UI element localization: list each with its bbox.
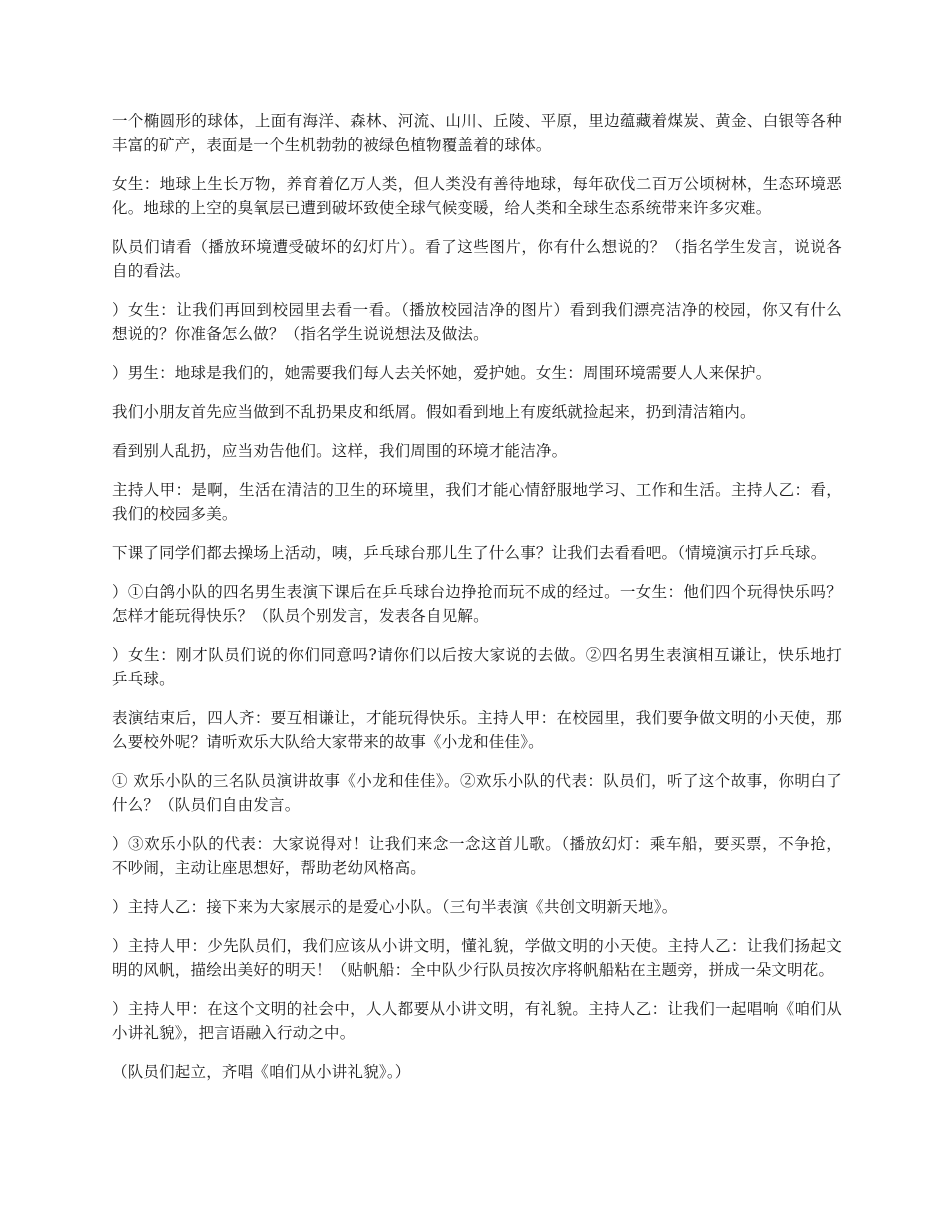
paragraph-11: ）女生：刚才队员们说的你们同意吗?请你们以后按大家说的去做。②四名男生表演相互谦让，快乐地打乒乓球。: [112, 646, 842, 688]
paragraph-2: 女生：地球上生长万物，养育着亿万人类，但人类没有善待地球，每年砍伐二百万公顷树林，生态环境恶化。地球的上空的臭氧层已遭到破坏致使全球气候变暖，给人类和全球生态系统带来许多灾难。: [112, 175, 842, 217]
paragraph-8: 主持人甲：是啊，生活在清洁的卫生的环境里，我们才能心情舒服地学习、工作和生活。主持人乙：看，我们的校园多美。: [112, 481, 842, 523]
paragraph-16: ）主持人甲：少先队员们，我们应该从小讲文明，懂礼貌，学做文明的小天使。主持人乙：让我们扬起文明的风帆，描绘出美好的明天！（贴帆船：全中队少行队员按次序将帆船粘在主题旁，拼成一朵文明花。: [112, 937, 842, 979]
paragraph-9: 下课了同学们都去操场上活动，咦，乒乓球台那儿生了什么事？让我们去看看吧。（情境演示打乒乓球。: [112, 544, 827, 562]
paragraph-6: 我们小朋友首先应当做到不乱扔果皮和纸屑。假如看到地上有废纸就捡起来，扔到清洁箱内。: [112, 403, 756, 421]
paragraph-17: ）主持人甲：在这个文明的社会中，人人都要从小讲文明，有礼貌。主持人乙：让我们一起唱响《咱们从小讲礼貌》，把言语融入行动之中。: [112, 1000, 842, 1042]
paragraph-13: ① 欢乐小队的三名队员演讲故事《小龙和佳佳》。②欢乐小队的代表：队员们，听了这个故事，你明白了什么？（队员们自由发言。: [112, 772, 842, 814]
paragraph-4: ）女生：让我们再回到校园里去看一看。（播放校园洁净的图片）看到我们漂亮洁净的校园，你又有什么想说的？你准备怎么做？（指名学生说说想法及做法。: [112, 301, 842, 343]
paragraph-1: 一个椭圆形的球体，上面有海洋、森林、河流、山川、丘陵、平原，里边蕴藏着煤炭、黄金、白银等各种丰富的矿产，表面是一个生机勃勃的被绿色植物覆盖着的球体。: [112, 112, 842, 154]
paragraph-15: ）主持人乙：接下来为大家展示的是爱心小队。（三句半表演《共创文明新天地》。: [112, 898, 678, 916]
document-body: [112, 109, 842, 1099]
paragraph-12: 表演结束后，四人齐：要互相谦让，才能玩得快乐。主持人甲：在校园里，我们要争做文明的小天使，那么要校外呢？请听欢乐大队给大家带来的故事《小龙和佳佳》。: [112, 709, 842, 751]
paragraph-3: 队员们请看（播放环境遭受破坏的幻灯片）。看了这些图片，你有什么想说的？（指名学生发言，说说各自的看法。: [112, 238, 842, 280]
paragraph-7: 看到别人乱扔，应当劝告他们。这样，我们周围的环境才能洁净。: [112, 442, 568, 460]
paragraph-10: ）①白鸽小队的四名男生表演下课后在乒乓球台边挣抢而玩不成的经过。一女生：他们四个玩得快乐吗？怎样才能玩得快乐？（队员个别发言，发表各自见解。: [112, 583, 842, 625]
paragraph-14: ）③欢乐小队的代表：大家说得对！让我们来念一念这首儿歌。（播放幻灯：乘车船，要买票，不争抢，不吵闹，主动让座思想好，帮助老幼风格高。: [112, 835, 842, 877]
paragraph-5: ）男生：地球是我们的，她需要我们每人去关怀她，爱护她。女生：周围环境需要人人来保护。: [112, 364, 772, 382]
paragraph-18: （队员们起立，齐唱《咱们从小讲礼貌》。）: [112, 1063, 411, 1081]
